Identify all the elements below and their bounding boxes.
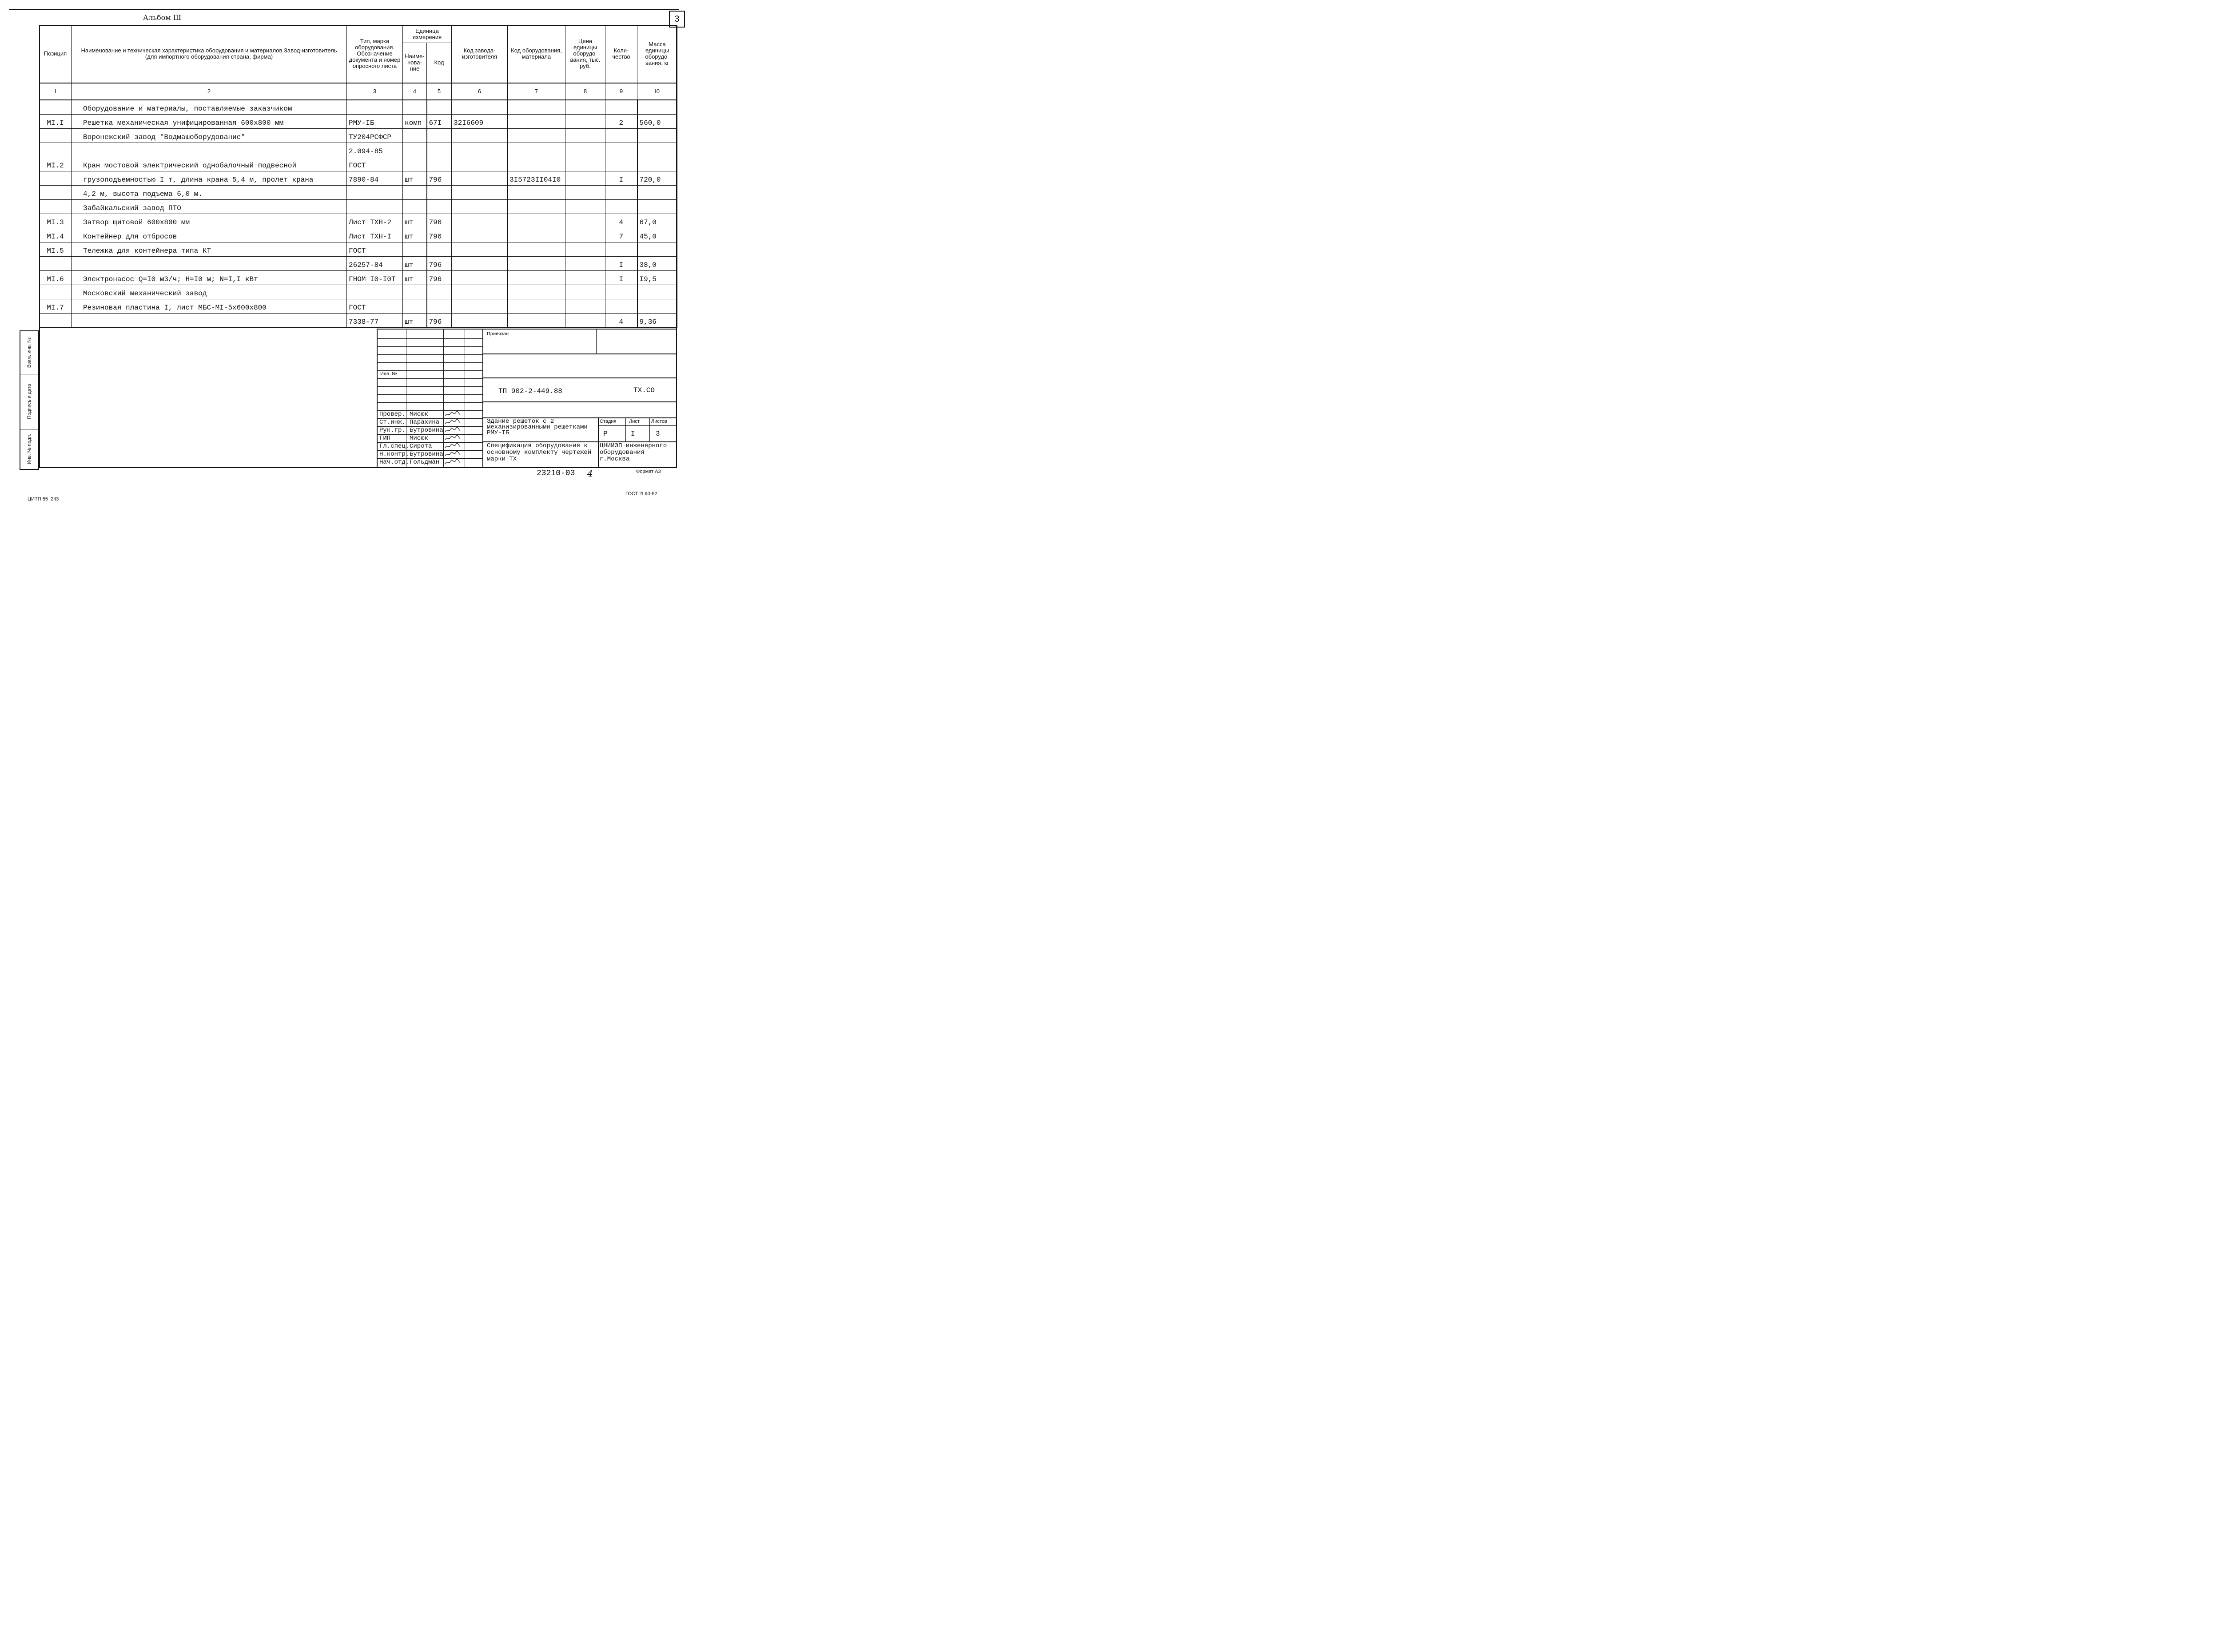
signature-icon [444, 451, 461, 458]
cell-equip-code [508, 285, 565, 299]
cell-mass [637, 299, 677, 313]
cell-mass: 9,36 [637, 313, 677, 327]
col-number: I0 [637, 83, 677, 100]
cell-factory-code [452, 256, 508, 270]
cell-unit-code: 796 [427, 270, 452, 285]
cell-equip-code [508, 214, 565, 228]
cell-type: ГОСТ [347, 242, 403, 256]
cell-position: MI.7 [40, 299, 72, 313]
cell-unit-code: 796 [427, 256, 452, 270]
col-number: 6 [452, 83, 508, 100]
archive-sheet: 4 [587, 468, 593, 479]
table-row [40, 242, 677, 256]
cell-type: ГОСТ [347, 157, 403, 171]
cell-name: Воронежский завод "Водмашоборудование" [72, 128, 347, 143]
col-number: 8 [565, 83, 605, 100]
cell-qty [605, 157, 637, 171]
signer-name: Парахина [410, 419, 440, 426]
cell-qty: 4 [605, 214, 637, 228]
stamp-cell [20, 331, 38, 374]
cell-qty [605, 242, 637, 256]
header-position: Позиция [40, 25, 72, 83]
cell-mass [637, 100, 677, 115]
col-number: 5 [427, 83, 452, 100]
cell-mass [637, 185, 677, 199]
cell-unit-code [427, 143, 452, 157]
cell-unit: шт [403, 313, 427, 327]
table-row [40, 157, 677, 171]
cell-qty [605, 299, 637, 313]
cell-mass: 67,0 [637, 214, 677, 228]
signature-icon [444, 427, 461, 434]
table-row [40, 171, 677, 185]
cell-equip-code [508, 199, 565, 214]
cell-factory-code [452, 100, 508, 115]
cell-price [565, 100, 605, 115]
cell-position [40, 313, 72, 327]
cell-unit [403, 128, 427, 143]
cell-qty: I [605, 270, 637, 285]
sheet-value: I [631, 430, 635, 438]
table-row [40, 199, 677, 214]
col-number: I [40, 83, 72, 100]
cell-type [347, 185, 403, 199]
cell-unit-code: 796 [427, 228, 452, 242]
cell-price [565, 214, 605, 228]
cell-price [565, 313, 605, 327]
table-row [40, 313, 677, 327]
cell-name: грузоподъемностью I т, длина крана 5,4 м, пролет крана [72, 171, 347, 185]
signature-icon [444, 459, 461, 466]
cell-price [565, 270, 605, 285]
cell-unit [403, 143, 427, 157]
cell-qty: I [605, 256, 637, 270]
cell-position [40, 100, 72, 115]
signer-role: Нач.отд. [379, 459, 410, 466]
col-number: 9 [605, 83, 637, 100]
cell-factory-code [452, 214, 508, 228]
cell-price [565, 285, 605, 299]
stamp-label: Подпись и дата [27, 384, 32, 419]
header-type: Тип, марка оборудования. Обозначение документа и номер опросного листа [347, 25, 403, 83]
cell-name: Московский механический завод [72, 285, 347, 299]
title-block [377, 329, 677, 468]
signature-icon [444, 435, 461, 442]
cell-unit [403, 199, 427, 214]
inv-no-label: Инв. № [380, 371, 397, 377]
cell-type [347, 285, 403, 299]
cell-equip-code [508, 100, 565, 115]
album-label: Альбом Ш [143, 13, 182, 22]
cell-factory-code [452, 270, 508, 285]
cell-qty: I [605, 171, 637, 185]
cell-unit-code [427, 185, 452, 199]
doc-code: ТП 902-2-449.88 [498, 387, 563, 395]
signer-role: Рук.гр. [379, 427, 406, 434]
cell-position [40, 171, 72, 185]
table-row [40, 270, 677, 285]
cell-factory-code [452, 128, 508, 143]
stamp-cell [20, 374, 38, 429]
cell-price [565, 185, 605, 199]
cell-type: РМУ-IБ [347, 114, 403, 128]
cell-name: Забайкальский завод ПТО [72, 199, 347, 214]
spec-table [39, 25, 677, 328]
cell-factory-code: 32I6609 [452, 114, 508, 128]
cell-qty [605, 185, 637, 199]
header-qty: Коли-чество [605, 25, 637, 83]
cell-unit: шт [403, 256, 427, 270]
table-row [40, 128, 677, 143]
cell-unit [403, 299, 427, 313]
cell-mass: 45,0 [637, 228, 677, 242]
header-unit-code: Код [427, 43, 452, 83]
cell-position [40, 143, 72, 157]
signer-role: Н.контр. [379, 451, 410, 458]
cell-name: Решетка механическая унифицированная 600х800 мм [72, 114, 347, 128]
header-price: Цена единицы оборудо-вания, тыс. руб. [565, 25, 605, 83]
cell-price [565, 228, 605, 242]
spec-title: Спецификация оборудования к основному комплекту чертежей марки ТХ [487, 442, 592, 463]
cell-type: 26257-84 [347, 256, 403, 270]
table-row [40, 228, 677, 242]
cell-qty [605, 199, 637, 214]
signer-role: ГИП [379, 435, 391, 442]
cell-price [565, 199, 605, 214]
signature-icon [444, 411, 461, 418]
cell-type: ГНОМ I0-I0Т [347, 270, 403, 285]
doc-mark: ТХ.СО [633, 386, 655, 394]
header-name: Наименование и техническая характеристика оборудования и материалов Завод-изготовитель (для импортного оборудования-страна, фирма) [72, 25, 347, 83]
signer-name: Мисюк [410, 435, 429, 442]
cell-factory-code [452, 313, 508, 327]
header-unit: Единица измерения [403, 25, 452, 43]
cell-unit-code [427, 128, 452, 143]
format-label: Формат А3 [636, 469, 661, 474]
footer-right: ГОСТ 2I.II0-82 [625, 491, 657, 496]
cell-type: 7338-77 [347, 313, 403, 327]
cell-unit: шт [403, 270, 427, 285]
signer-name: Бутровина [410, 451, 443, 458]
cell-unit-code: 796 [427, 171, 452, 185]
cell-unit [403, 157, 427, 171]
cell-mass: I9,5 [637, 270, 677, 285]
cell-price [565, 171, 605, 185]
cell-price [565, 299, 605, 313]
signer-name: Мисюк [410, 411, 429, 418]
cell-mass [637, 128, 677, 143]
cell-mass [637, 143, 677, 157]
stage-label: Стадия [600, 419, 617, 424]
cell-equip-code [508, 256, 565, 270]
cell-factory-code [452, 299, 508, 313]
cell-unit [403, 285, 427, 299]
signer-name: Гольдман [410, 459, 440, 466]
sheets-value: 3 [656, 430, 660, 438]
cell-qty [605, 100, 637, 115]
spec-body [40, 100, 677, 328]
cell-qty [605, 285, 637, 299]
signature-icon [444, 443, 461, 450]
cell-position [40, 285, 72, 299]
cell-equip-code [508, 128, 565, 143]
cell-price [565, 128, 605, 143]
cell-name: Электронасос Q=I0 м3/ч; H=I0 м; N=I,I кВт [72, 270, 347, 285]
cell-price [565, 242, 605, 256]
cell-qty: 7 [605, 228, 637, 242]
sheet-label: Лист [629, 419, 640, 424]
cell-unit-code: 796 [427, 214, 452, 228]
cell-unit [403, 185, 427, 199]
cell-price [565, 114, 605, 128]
header-factory-code: Код завода-изготовителя [452, 25, 508, 83]
cell-factory-code [452, 143, 508, 157]
cell-unit-code [427, 157, 452, 171]
cell-qty: 2 [605, 114, 637, 128]
sheet-number: 3 [669, 11, 685, 28]
building-title: Здание решеток с 2 механизированными решетками РМУ-IБ [487, 418, 588, 437]
cell-equip-code [508, 299, 565, 313]
header-unit-name: Наиме-нова-ние [403, 43, 427, 83]
cell-equip-code [508, 313, 565, 327]
signer-name: Сирота [410, 443, 432, 450]
cell-position [40, 256, 72, 270]
cell-type: Лист ТХН-I [347, 228, 403, 242]
cell-position: MI.2 [40, 157, 72, 171]
cell-type: 7890-84 [347, 171, 403, 185]
cell-factory-code [452, 171, 508, 185]
col-number: 3 [347, 83, 403, 100]
table-row [40, 100, 677, 115]
privyazan-label: Привязан [487, 331, 509, 337]
cell-unit-code [427, 242, 452, 256]
cell-equip-code [508, 157, 565, 171]
cell-type: ГОСТ [347, 299, 403, 313]
cell-qty: 4 [605, 313, 637, 327]
cell-type: Лист ТХН-2 [347, 214, 403, 228]
cell-name: Затвор щитовой 600х800 мм [72, 214, 347, 228]
cell-unit-code [427, 100, 452, 115]
stage-value: Р [603, 430, 608, 438]
cell-name [72, 313, 347, 327]
cell-factory-code [452, 228, 508, 242]
cell-name: Оборудование и материалы, поставляемые заказчиком [72, 100, 347, 115]
org-name: ЦНИИЭП инженерного оборудования г.Москва [600, 442, 667, 463]
cell-equip-code: 3I5723II04I0 [508, 171, 565, 185]
cell-mass: 560,0 [637, 114, 677, 128]
table-row [40, 143, 677, 157]
left-margin-stamp [20, 330, 39, 470]
stamp-label: Инв. № подл. [27, 433, 32, 465]
cell-unit [403, 242, 427, 256]
cell-mass: 720,0 [637, 171, 677, 185]
cell-factory-code [452, 242, 508, 256]
cell-price [565, 256, 605, 270]
cell-type [347, 100, 403, 115]
cell-unit-code: 796 [427, 313, 452, 327]
cell-type: ТУ204РСФСР [347, 128, 403, 143]
cell-name: Резиновая пластина I, лист МБС-МI-5х600х800 [72, 299, 347, 313]
cell-mass [637, 199, 677, 214]
signature-icon [444, 419, 461, 426]
cell-name: Тележка для контейнера типа КТ [72, 242, 347, 256]
cell-name [72, 143, 347, 157]
cell-position [40, 199, 72, 214]
cell-equip-code [508, 114, 565, 128]
col-number: 2 [72, 83, 347, 100]
cell-factory-code [452, 199, 508, 214]
cell-equip-code [508, 185, 565, 199]
cell-equip-code [508, 270, 565, 285]
table-row [40, 299, 677, 313]
cell-price [565, 157, 605, 171]
cell-position: MI.4 [40, 228, 72, 242]
cell-position [40, 128, 72, 143]
archive-number: 23210-03 [537, 469, 575, 478]
header-equip-code: Код оборудования, материала [508, 25, 565, 83]
cell-equip-code [508, 242, 565, 256]
cell-unit: шт [403, 228, 427, 242]
cell-factory-code [452, 157, 508, 171]
cell-name: Кран мостовой электрический однобалочный подвесной [72, 157, 347, 171]
table-row [40, 256, 677, 270]
cell-type: 2.094-85 [347, 143, 403, 157]
cell-qty [605, 128, 637, 143]
table-row [40, 285, 677, 299]
cell-unit [403, 100, 427, 115]
cell-unit: комп [403, 114, 427, 128]
cell-position: MI.3 [40, 214, 72, 228]
column-numbers-row [40, 83, 677, 100]
cell-unit: шт [403, 214, 427, 228]
table-row [40, 114, 677, 128]
col-number: 7 [508, 83, 565, 100]
cell-mass [637, 157, 677, 171]
stamp-cell [20, 429, 38, 469]
cell-unit: шт [403, 171, 427, 185]
sheets-label: Листов [651, 419, 667, 424]
cell-price [565, 143, 605, 157]
cell-equip-code [508, 228, 565, 242]
signer-name: Бутровина [410, 427, 443, 434]
frame-top-line [9, 9, 679, 10]
stamp-label: Взам. инв. № [27, 337, 32, 368]
cell-name: Контейнер для отбросов [72, 228, 347, 242]
cell-qty [605, 143, 637, 157]
signer-role: Провер. [379, 411, 406, 418]
cell-factory-code [452, 185, 508, 199]
header-mass: Масса единицы оборудо-вания, кг [637, 25, 677, 83]
cell-unit-code [427, 285, 452, 299]
signer-role: Ст.инж. [379, 419, 406, 426]
cell-equip-code [508, 143, 565, 157]
cell-name [72, 256, 347, 270]
cell-position: MI.5 [40, 242, 72, 256]
table-row [40, 214, 677, 228]
cell-unit-code [427, 299, 452, 313]
cell-unit-code: 67I [427, 114, 452, 128]
cell-position: MI.6 [40, 270, 72, 285]
cell-unit-code [427, 199, 452, 214]
table-row [40, 185, 677, 199]
footer-left: ЦИТП 55 I2II3 [28, 496, 59, 502]
cell-type [347, 199, 403, 214]
col-number: 4 [403, 83, 427, 100]
signer-role: Гл.спец. [379, 443, 410, 450]
cell-mass [637, 242, 677, 256]
cell-mass [637, 285, 677, 299]
cell-factory-code [452, 285, 508, 299]
cell-position [40, 185, 72, 199]
cell-name: 4,2 м, высота подъема 6,0 м. [72, 185, 347, 199]
cell-position: MI.I [40, 114, 72, 128]
cell-mass: 38,0 [637, 256, 677, 270]
